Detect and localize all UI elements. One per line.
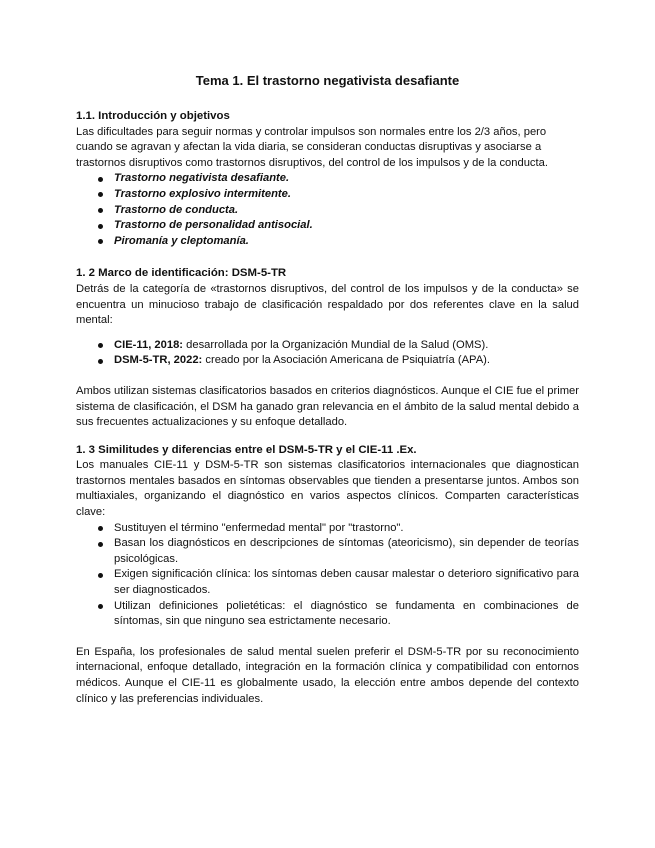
list-item bbox=[76, 353, 579, 369]
section-similarities-differences bbox=[76, 443, 579, 708]
list-item bbox=[76, 338, 579, 354]
section-heading: 1. 3 Similitudes y diferencias entre el DSM-5-TR y el CIE-11 .Ex. bbox=[76, 443, 417, 456]
list-item: Basan los diagnósticos en descripciones de síntomas (ateoricismo), sin depender de teorías psicológicas. bbox=[76, 536, 579, 567]
disorder-list bbox=[76, 171, 579, 249]
document-page bbox=[76, 72, 579, 707]
reference-text: creado por la Asociación Americana de Psiquiatría (APA). bbox=[202, 354, 490, 367]
list-item: Piromanía y cleptomanía. bbox=[76, 234, 579, 250]
section-identification-framework bbox=[76, 266, 579, 430]
reference-text: desarrollada por la Organización Mundial de la Salud (OMS). bbox=[183, 338, 489, 351]
section-heading: 1. 2 Marco de identificación: DSM-5-TR bbox=[76, 267, 287, 280]
section-introduction bbox=[76, 109, 579, 249]
section-paragraph: En España, los profesionales de salud mental suelen preferir el DSM-5-TR por su reconocimiento internacional, enfoque detallado, integración en la formación clínica y compatibilidad con entornos médicos. Aunque el CIE-11 es globalmente usado, la elección entre ambos depende del contexto clínico y las preferencias individuales. bbox=[76, 645, 579, 705]
list-item: Trastorno de personalidad antisocial. bbox=[76, 218, 579, 234]
document-title: Tema 1. El trastorno negativista desafiante bbox=[195, 73, 460, 88]
list-item: Exigen significación clínica: los síntomas deben causar malestar o deterioro significativo para ser diagnosticados. bbox=[76, 567, 579, 598]
section-paragraph: Las dificultades para seguir normas y controlar impulsos son normales entre los 2/3 años, pero cuando se agravan y afectan la vida diaria, se consideran conductas disruptivas y asociarse a trastornos disruptivos como trastornos disruptivos, del control de los impulsos y de la conducta. bbox=[76, 125, 548, 169]
reference-label: DSM-5-TR, 2022: bbox=[114, 354, 203, 367]
section-paragraph: Los manuales CIE-11 y DSM-5-TR son sistemas clasificatorios internacionales que diagnostican trastornos mentales basados en síntomas observables que tienden a presentarse juntos. Ambos son multiaxiales, organizando el diagnóstico en varios aspectos clínicos. Comparten características clave: bbox=[76, 459, 579, 519]
feature-list bbox=[76, 521, 579, 630]
list-item: Sustituyen el término "enfermedad mental" por "trastorno". bbox=[76, 521, 579, 537]
reference-label: CIE-11, 2018: bbox=[114, 338, 184, 351]
list-item: Trastorno negativista desafiante. bbox=[76, 171, 579, 187]
list-item: Trastorno de conducta. bbox=[76, 203, 579, 219]
section-heading: 1.1. Introducción y objetivos bbox=[76, 110, 230, 122]
list-item: Trastorno explosivo intermitente. bbox=[76, 187, 579, 203]
section-paragraph: Detrás de la categoría de «trastornos disruptivos, del control de los impulsos y de la conducta» se encuentra un minucioso trabajo de clasificación respaldado por dos referentes clave en la salud mental: bbox=[76, 282, 579, 327]
list-item: Utilizan definiciones polietéticas: el diagnóstico se fundamenta en combinaciones de síntomas, sin que ninguno sea estrictamente necesario. bbox=[76, 599, 579, 630]
reference-list bbox=[76, 338, 579, 369]
section-paragraph: Ambos utilizan sistemas clasificatorios basados en criterios diagnósticos. Aunque el CIE fue el primer sistema de clasificación, el DSM ha ganado gran relevancia en el ámbito de la salud mental debido a sus frecuentes actualizaciones y su enfoque detallado. bbox=[76, 384, 579, 429]
